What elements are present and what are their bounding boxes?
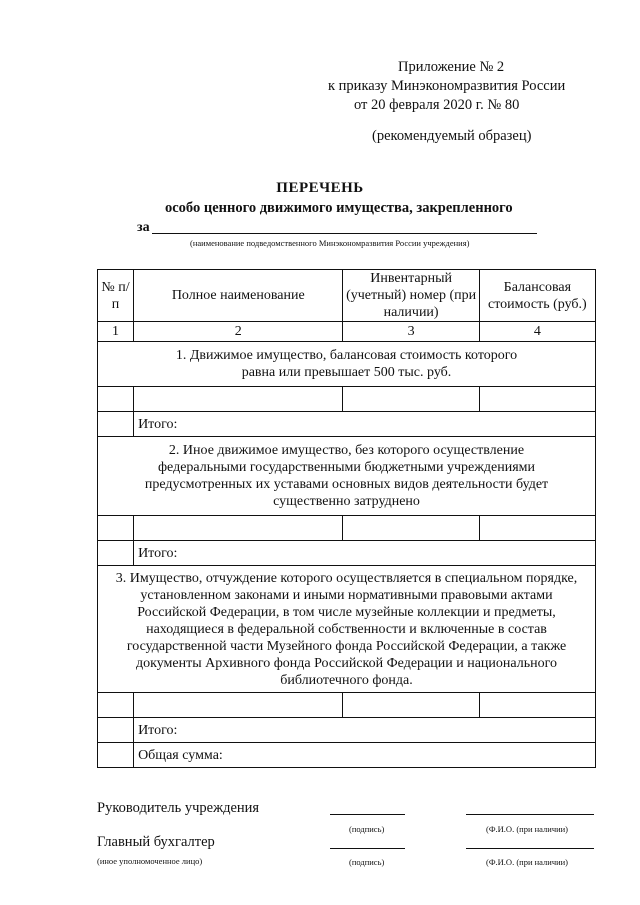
section-3-row xyxy=(98,566,596,693)
itogo-label: Итого: xyxy=(134,718,596,743)
section-3-title: 3. Имущество, отчуждение которого осуществляется в специальном порядке, установленном законами и иными нормативными правовыми актами Российской Федерации, в том числе музейные коллекции и предметы, находящиеся в федеральной собственности и включенные в состав государственной части Музейного фонда Российской Федерации, а также документы Архивного фонда Российской Федерации и национального библиотечного фонда. xyxy=(98,566,596,693)
total-label: Общая сумма: xyxy=(134,743,596,768)
table-cell xyxy=(479,516,595,541)
table-cell xyxy=(98,693,134,718)
table-cell xyxy=(343,387,479,412)
header-balance-value: Балансовая стоимость (руб.) xyxy=(479,270,595,322)
column-number: 1 xyxy=(98,322,134,342)
authorized-person-note: (иное уполномоченное лицо) xyxy=(97,856,203,866)
header-full-name: Полное наименование xyxy=(134,270,343,322)
section-1-title: 1. Движимое имущество, балансовая стоимость которого равна или превышает 500 тыс. руб. xyxy=(98,342,596,387)
table-header-row xyxy=(98,270,596,322)
za-label: за xyxy=(137,220,150,235)
chief-accountant-label: Главный бухгалтер xyxy=(97,834,215,850)
header-number: № п/п xyxy=(98,270,134,322)
table-cell xyxy=(98,541,134,566)
section-2-title: 2. Иное движимое имущество, без которого осуществление федеральными государственными бюджетными учреждениями предусмотренных их уставами основных видов деятельности будет существенно затруднено xyxy=(98,437,596,516)
itogo-row xyxy=(98,412,596,437)
table-cell xyxy=(134,516,343,541)
table-cell xyxy=(479,387,595,412)
head-name-caption: (Ф.И.О. (при наличии) xyxy=(486,824,569,834)
itogo-label: Итого: xyxy=(134,541,596,566)
appendix-block xyxy=(318,58,588,115)
appendix-date: от 20 февраля 2020 г. № 80 xyxy=(354,97,520,113)
itogo-label: Итого: xyxy=(134,412,596,437)
header-inventory-number: Инвентарный (учетный) номер (при наличии) xyxy=(343,270,479,322)
accountant-name-caption: (Ф.И.О. (при наличии) xyxy=(486,857,569,867)
accountant-name-line xyxy=(466,848,594,849)
recommended-sample-note: (рекомендуемый образец) xyxy=(372,128,532,144)
head-of-institution-label: Руководитель учреждения xyxy=(97,800,260,816)
table-cell xyxy=(343,516,479,541)
property-table xyxy=(97,269,596,768)
head-signature-line xyxy=(330,814,405,815)
table-cell xyxy=(134,693,343,718)
table-cell xyxy=(479,693,595,718)
column-number-row xyxy=(98,322,596,342)
table-cell xyxy=(98,743,134,768)
head-signature-caption: (подпись) xyxy=(349,824,385,834)
itogo-row xyxy=(98,541,596,566)
table-cell xyxy=(343,693,479,718)
table-cell xyxy=(98,412,134,437)
head-name-line xyxy=(466,814,594,815)
section-2-row xyxy=(98,437,596,516)
table-cell xyxy=(98,387,134,412)
column-number: 3 xyxy=(343,322,479,342)
organization-name-line xyxy=(152,233,537,234)
itogo-row xyxy=(98,718,596,743)
document-title: ПЕРЕЧЕНЬ xyxy=(276,180,364,196)
appendix-order: к приказу Минэкономразвития России xyxy=(328,78,566,94)
table-row xyxy=(98,516,596,541)
table-row xyxy=(98,387,596,412)
accountant-signature-line xyxy=(330,848,405,849)
column-number: 4 xyxy=(479,322,595,342)
column-number: 2 xyxy=(134,322,343,342)
section-1-row xyxy=(98,342,596,387)
accountant-signature-caption: (подпись) xyxy=(349,857,385,867)
document-subtitle: особо ценного движимого имущества, закрепленного xyxy=(165,200,513,216)
total-row xyxy=(98,743,596,768)
table-cell xyxy=(98,718,134,743)
table-cell xyxy=(98,516,134,541)
table-row xyxy=(98,693,596,718)
appendix-number: Приложение № 2 xyxy=(398,59,505,75)
organization-caption: (наименование подведомственного Минэкономразвития России учреждения) xyxy=(190,238,470,248)
table-cell xyxy=(134,387,343,412)
